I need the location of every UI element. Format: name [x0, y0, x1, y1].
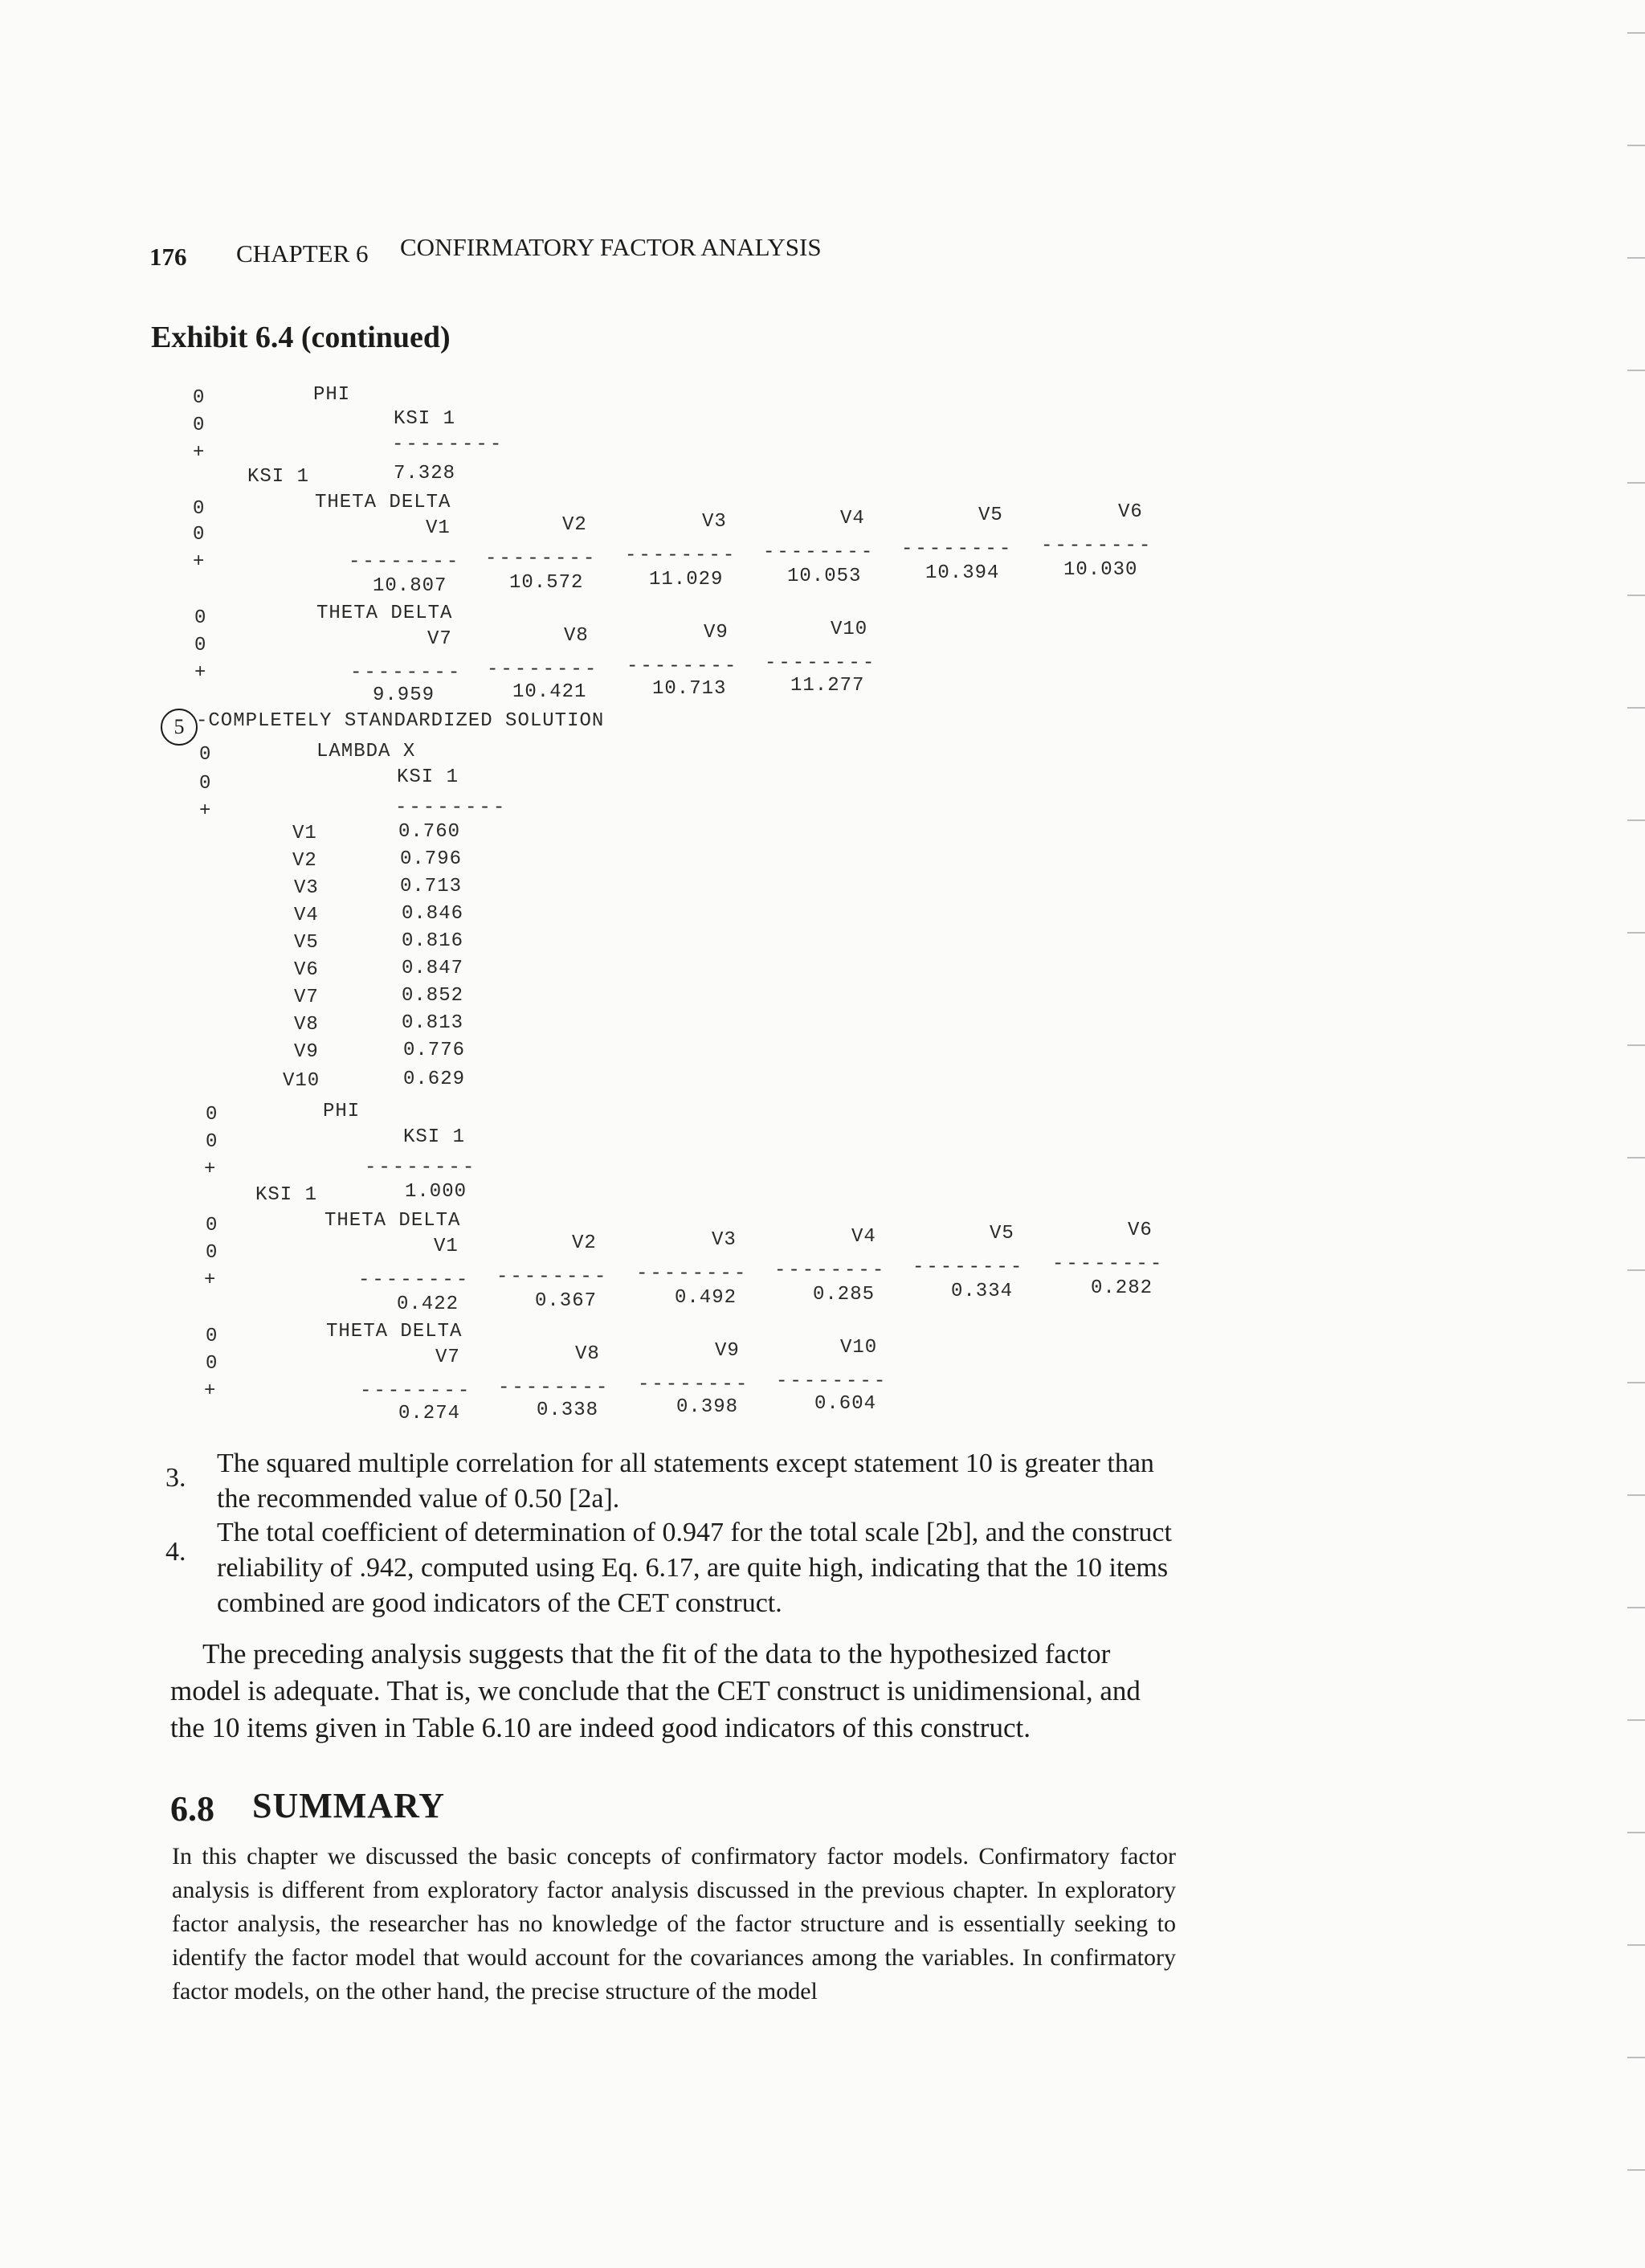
item-text: The squared multiple correlation for all statements except statement 10 is greater than the recommended value of 0.50 [2a]. [217, 1449, 1154, 1514]
td-value: 10.572 [509, 572, 584, 594]
lambda-var: V1 [292, 823, 317, 844]
margin-zero: 0 [206, 1326, 218, 1347]
td-value: 0.334 [951, 1281, 1014, 1302]
chapter-title: CONFIRMATORY FACTOR ANALYSIS [400, 233, 822, 261]
item-number: 3. [165, 1463, 186, 1493]
margin-zero: 0 [206, 1215, 218, 1236]
ksi-header: KSI 1 [394, 408, 456, 430]
td-header: V6 [1128, 1220, 1153, 1241]
margin-zero: 0 [206, 1242, 218, 1264]
td-value: 0.398 [676, 1396, 739, 1418]
margin-plus: + [199, 800, 212, 822]
scan-artifact [1627, 1494, 1645, 1496]
td-header: V5 [990, 1223, 1014, 1244]
scan-artifact [1627, 707, 1645, 709]
scan-artifact [1627, 1719, 1645, 1721]
lambda-var: V5 [294, 932, 319, 954]
scan-artifact [1627, 2057, 1645, 2058]
column-rule: -------- [1041, 535, 1153, 557]
lambda-var: V2 [292, 850, 317, 872]
lambda-var: V6 [294, 959, 319, 981]
margin-plus: + [204, 1159, 217, 1180]
scan-artifact [1627, 932, 1645, 934]
td-value: 0.604 [814, 1393, 877, 1415]
td-header: V3 [702, 511, 727, 533]
td-value: 0.282 [1091, 1277, 1153, 1299]
lambda-label: LAMBDA X [316, 741, 416, 762]
td-header: V9 [704, 622, 729, 644]
td-value: 10.421 [512, 681, 587, 703]
scan-artifact [1627, 1157, 1645, 1159]
exhibit-title: Exhibit 6.4 (continued) [151, 321, 451, 354]
lambda-var: V8 [294, 1014, 319, 1036]
scan-artifact [1627, 1269, 1645, 1271]
column-rule: -------- [392, 434, 504, 456]
margin-zero: 0 [193, 524, 206, 546]
margin-zero: 0 [194, 635, 207, 656]
phi-row-label: KSI 1 [255, 1184, 318, 1206]
theta-delta-label: THETA DELTA [315, 492, 451, 513]
scan-artifact [1627, 1607, 1645, 1608]
margin-zero: 0 [199, 744, 212, 766]
td-value: 10.030 [1063, 559, 1138, 581]
td-header: V7 [427, 628, 452, 650]
td-value: 10.053 [787, 566, 862, 587]
section-title: SUMMARY [252, 1786, 446, 1825]
scan-artifact [1627, 145, 1645, 146]
td-header: V8 [564, 625, 589, 647]
lambda-value: 0.813 [402, 1012, 464, 1034]
ksi-header: KSI 1 [403, 1126, 466, 1148]
column-rule: -------- [496, 1266, 609, 1288]
column-rule: -------- [638, 1374, 750, 1396]
td-value: 11.277 [790, 675, 865, 697]
body-paragraph: The preceding analysis suggests that the fit of the data to the hypothesized factor model is adequate. That is, we conclude that the CET construct is unidimensional, and the 10 items given in Table 6.10 are indeed good indicators of this construct. [170, 1638, 1141, 1743]
item-number: 4. [165, 1537, 186, 1567]
theta-delta-label: THETA DELTA [326, 1321, 463, 1342]
summary-paragraph: In this chapter we discussed the basic concepts of confirmatory factor models. Confirmatory factor analysis is different from exploratory factor analysis discussed in the previous chapter. In exploratory factor analysis, the researcher has no knowledge of the factor structure and is essentially seeking to identify the factor model that would account for the covariances among the variables. In confirmatory factor models, on the other hand, the precise structure of the model [172, 1843, 1176, 2004]
column-rule: -------- [350, 662, 463, 684]
td-value: 10.394 [925, 562, 1000, 584]
column-rule: -------- [1052, 1253, 1165, 1275]
scan-artifact [1627, 1832, 1645, 1833]
td-value: 11.029 [649, 569, 724, 590]
page-number: 176 [149, 243, 187, 271]
margin-plus: + [194, 662, 207, 684]
lambda-value: 0.776 [403, 1040, 466, 1061]
lambda-value: 0.847 [402, 958, 464, 979]
lambda-value: 0.816 [402, 930, 464, 952]
margin-zero: 0 [194, 607, 207, 629]
td-header: V6 [1118, 501, 1143, 523]
column-rule: -------- [636, 1263, 749, 1285]
scan-artifact [1627, 2169, 1645, 2171]
td-header: V7 [435, 1346, 460, 1368]
lambda-var: V9 [294, 1041, 319, 1063]
column-rule: -------- [912, 1257, 1025, 1278]
scan-artifact [1627, 1382, 1645, 1383]
phi-value: 1.000 [405, 1181, 467, 1203]
td-header: V3 [712, 1229, 737, 1251]
margin-zero: 0 [193, 498, 206, 520]
lambda-value: 0.629 [403, 1069, 466, 1090]
phi-label: PHI [323, 1101, 361, 1122]
margin-zero: 0 [199, 773, 212, 795]
column-rule: -------- [360, 1380, 472, 1402]
column-rule: -------- [498, 1377, 610, 1399]
phi-value: 7.328 [394, 463, 456, 484]
td-value: 0.285 [813, 1284, 876, 1306]
td-header: V4 [840, 508, 865, 529]
margin-zero: 0 [193, 387, 206, 409]
scan-artifact [1627, 1044, 1645, 1046]
lambda-var: V7 [294, 987, 319, 1008]
margin-zero: 0 [206, 1104, 218, 1126]
column-rule: -------- [776, 1371, 888, 1392]
td-header: V9 [715, 1340, 740, 1362]
margin-plus: + [204, 1380, 217, 1402]
column-rule: -------- [901, 538, 1014, 560]
lambda-var: V3 [294, 877, 319, 899]
phi-label: PHI [313, 384, 351, 406]
scan-artifact [1627, 819, 1645, 821]
td-header: V10 [840, 1337, 878, 1359]
margin-plus: + [193, 551, 206, 573]
column-rule: -------- [349, 551, 461, 573]
column-rule: -------- [487, 659, 599, 680]
margin-zero: 0 [206, 1353, 218, 1375]
td-value: 10.807 [373, 575, 447, 597]
column-rule: -------- [395, 797, 508, 819]
column-rule: -------- [765, 652, 877, 674]
margin-plus: + [193, 442, 206, 464]
chapter-label: CHAPTER 6 [236, 239, 369, 268]
td-value: 9.959 [373, 684, 435, 706]
td-header: V2 [572, 1232, 597, 1254]
theta-delta-label: THETA DELTA [316, 603, 453, 624]
lambda-value: 0.713 [400, 876, 463, 897]
scan-artifact [1627, 482, 1645, 484]
annotation-circle: 5 [161, 709, 198, 746]
column-rule: -------- [774, 1260, 887, 1281]
td-header: V2 [562, 514, 587, 536]
margin-zero: 0 [193, 415, 206, 436]
scan-artifact [1627, 1944, 1645, 1946]
item-text: The total coefficient of determination of 0.947 for the total scale [2b], and the construct reliability of .942, computed using Eq. 6.17, are quite high, indicating that the 10 items combined are good indicators of the CET construct. [217, 1518, 1172, 1618]
td-value: 0.338 [537, 1400, 599, 1421]
td-header: V5 [978, 505, 1003, 526]
lambda-var: V4 [294, 905, 319, 926]
column-rule: -------- [627, 656, 739, 677]
td-value: 0.492 [675, 1287, 737, 1309]
column-rule: -------- [485, 548, 598, 570]
td-header: V1 [434, 1236, 459, 1257]
lambda-value: 0.796 [400, 848, 463, 870]
lambda-value: 0.852 [402, 985, 464, 1007]
td-value: 0.274 [398, 1403, 461, 1424]
column-rule: -------- [625, 545, 737, 566]
phi-row-label: KSI 1 [247, 466, 310, 488]
td-header: V8 [575, 1343, 600, 1365]
scan-artifact [1627, 32, 1645, 34]
ksi-header: KSI 1 [397, 766, 459, 788]
column-rule: -------- [365, 1157, 477, 1179]
scan-artifact [1627, 370, 1645, 371]
column-rule: -------- [358, 1269, 471, 1291]
td-header: V4 [851, 1226, 876, 1248]
margin-zero: 0 [206, 1131, 218, 1153]
scan-artifact [1627, 595, 1645, 596]
lambda-var: V10 [283, 1070, 320, 1092]
td-header: V10 [831, 619, 868, 640]
td-value: 0.422 [397, 1293, 459, 1315]
column-rule: -------- [763, 541, 876, 563]
lambda-value: 0.760 [398, 821, 461, 843]
scan-artifact [1627, 257, 1645, 259]
lambda-value: 0.846 [402, 903, 464, 925]
section-number: 6.8 [170, 1789, 214, 1829]
theta-delta-label: THETA DELTA [325, 1210, 461, 1232]
td-value: 0.367 [535, 1290, 598, 1312]
td-header: V1 [426, 517, 451, 539]
section-heading: -COMPLETELY STANDARDIZED SOLUTION [196, 710, 605, 732]
margin-plus: + [204, 1269, 217, 1291]
td-value: 10.713 [652, 678, 727, 700]
